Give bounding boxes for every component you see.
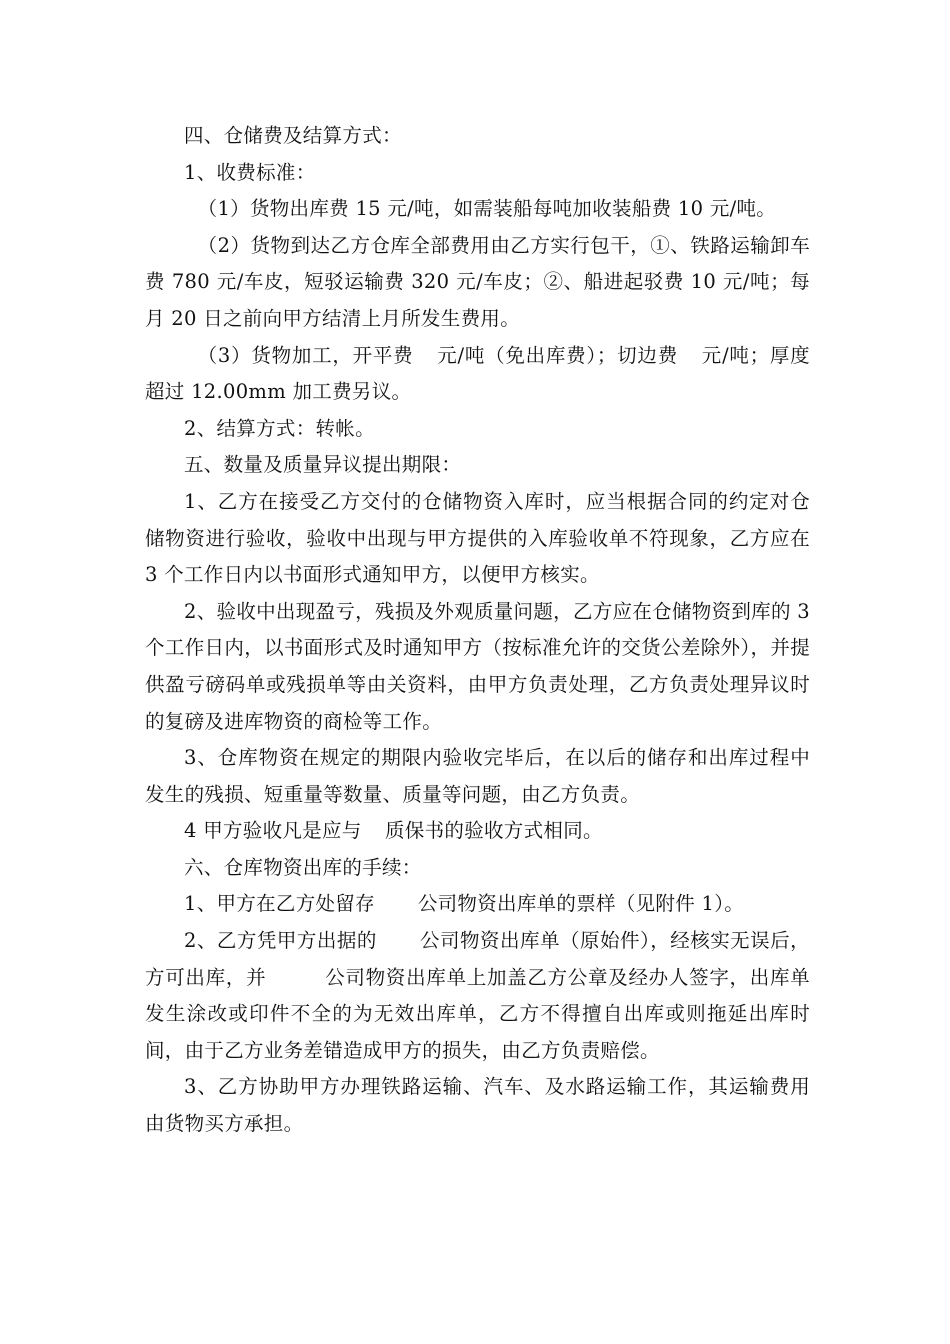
- paragraph-inspection-3: 3、仓库物资在规定的期限内验收完毕后，在以后的储存和出库过程中发生的残损、短重量等数量、质量等问题，由乙方负责。: [145, 746, 810, 806]
- outbound-2-part-3: 公司物资出库单上加盖乙方公章及经办人签字，出库单发生涂改或印件不全的为无效出库单，乙方不得擅自出库或则拖延出库时间，由于乙方业务差错造成甲方的损失，由乙方负责赔偿。: [145, 965, 810, 1062]
- section-heading-outbound-procedure: 六、仓库物资出库的手续：: [184, 855, 422, 879]
- section-heading-quantity-quality: 五、数量及质量异议提出期限：: [184, 453, 462, 477]
- processing-fee-part-3: 元/吨；厚度超过 12.00mm 加工费另议。: [145, 343, 810, 404]
- section-heading-storage-fees: 四、仓储费及结算方式：: [184, 124, 402, 147]
- paragraph-inspection-2: 2、验收中出现盈亏，残损及外观质量问题，乙方应在仓储物资到库的 3 个工作日内，以书面形式及时通知甲方（按标准允许的交货公差除外），并提供盈亏磅码单或残损单等由关资料，由甲方负责处理，乙方负责处理异议时的复磅及进库物资的商检等工作。: [145, 599, 810, 733]
- outbound-2-part-1: 2、乙方凭甲方出据的: [184, 929, 377, 953]
- paragraph-warehouse-costs: （2）货物到达乙方仓库全部费用由乙方实行包干，①、铁路运输卸车费 780 元/车皮，短驳运输费 320 元/车皮；②、船进起驳费 10 元/吨；每月 20 日之前向甲方结清上月所发生费用。: [145, 233, 810, 330]
- paragraph-outbound-2: [145, 923, 810, 1069]
- outbound-1-part-1: 1、甲方在乙方处留存: [184, 892, 375, 916]
- outbound-1-part-2: 公司物资出库单的票样（见附件 1）。: [417, 892, 745, 916]
- paragraph-processing-fee: [145, 338, 810, 411]
- paragraph-outbound-fee: （1）货物出库费 15 元/吨，如需装船每吨加收装船费 10 元/吨。: [197, 197, 777, 221]
- inspection-4-part-1: 4 甲方验收凡是应与: [184, 819, 362, 843]
- processing-fee-part-1: （3）货物加工，开平费: [197, 343, 414, 367]
- processing-fee-part-2: 元/吨（免出库费）；切边费: [436, 343, 678, 367]
- paragraph-fee-standard: 1、收费标准：: [184, 160, 316, 184]
- paragraph-inspection-4: [145, 813, 810, 850]
- paragraph-settlement-method: 2、结算方式：转帐。: [184, 416, 375, 440]
- paragraph-outbound-1: [145, 886, 810, 923]
- document-body: [145, 118, 810, 1143]
- inspection-4-part-2: 质保书的验收方式相同。: [385, 819, 603, 843]
- paragraph-inspection-1: 1、乙方在接受乙方交付的仓储物资入库时，应当根据合同的约定对仓储物资进行验收，验收中出现与甲方提供的入库验收单不符现象，乙方应在 3 个工作日内以书面形式通知甲方，以便甲方核实。: [145, 489, 810, 587]
- paragraph-outbound-3: 3、乙方协助甲方办理铁路运输、汽车、及水路运输工作，其运输费用由货物买方承担。: [145, 1075, 810, 1136]
- outbound-2-part-2: 公司物资出库单（原始件），经核实无误后，方可出库，并: [145, 929, 810, 989]
